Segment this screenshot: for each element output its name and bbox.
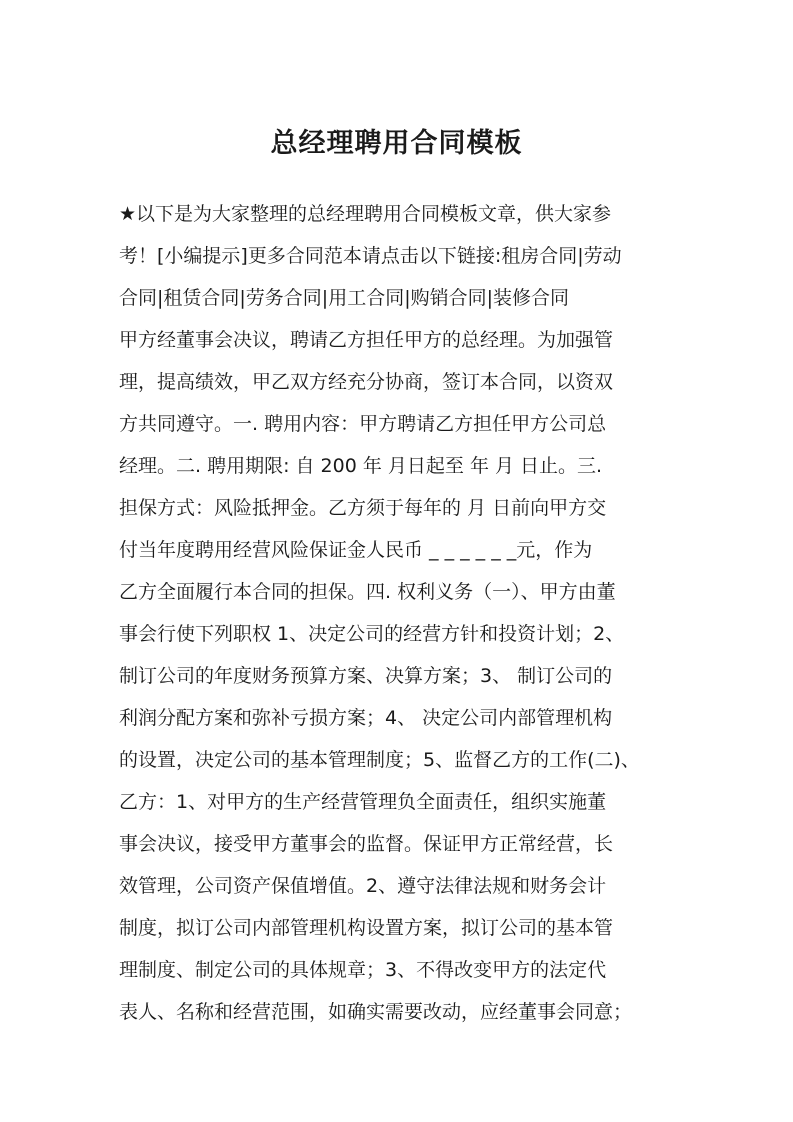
body-line: 合同|租赁合同|劳务合同|用工合同|购销合同|装修合同	[119, 287, 570, 309]
body-line: 甲方经董事会决议，聘请乙方担任甲方的总经理。为加强管	[119, 329, 614, 351]
body-line: 理，提高绩效，甲乙双方经充分协商，签订本合同，以资双	[119, 371, 614, 393]
body-line: 乙方全面履行本合同的担保。四. 权利义务（一）、甲方由董	[119, 581, 616, 603]
body-line: 效管理，公司资产保值增值。2、遵守法律法规和财务会计	[119, 875, 607, 897]
body-line: 考！[小编提示]更多合同范本请点击以下链接:租房合同|劳动	[119, 245, 622, 267]
body-line: 事会行使下列职权 1、决定公司的经营方针和投资计划；2、	[119, 623, 625, 645]
body-line: 付当年度聘用经营风险保证金人民币 _ _ _ _ _ _元，作为	[119, 539, 593, 561]
body-line: 制度，拟订公司内部管理机构设置方案，拟订公司的基本管	[119, 917, 614, 939]
body-line: 理制度、制定公司的具体规章；3、不得改变甲方的法定代	[119, 959, 607, 981]
body-line: 经理。二. 聘用期限: 自 200 年 月日起至 年 月 日止。三.	[119, 455, 603, 477]
body-line: ★以下是为大家整理的总经理聘用合同模板文章，供大家参	[119, 203, 612, 225]
body-line: 的设置，决定公司的基本管理制度；5、监督乙方的工作(二)、	[119, 749, 640, 771]
document-body	[119, 193, 675, 1033]
body-line: 乙方：1、对甲方的生产经营管理负全面责任，组织实施董	[119, 791, 607, 813]
body-line: 事会决议，接受甲方董事会的监督。保证甲方正常经营，长	[119, 833, 614, 855]
page-title: 总经理聘用合同模板	[270, 128, 523, 159]
body-line: 制订公司的年度财务预算方案、决算方案；3、 制订公司的	[119, 665, 613, 687]
body-line: 方共同遵守。一. 聘用内容：甲方聘请乙方担任甲方公司总	[119, 413, 607, 435]
body-line: 利润分配方案和弥补亏损方案；4、 决定公司内部管理机构	[119, 707, 613, 729]
body-line: 担保方式：风险抵押金。乙方须于每年的 月 日前向甲方交	[119, 497, 607, 519]
body-line: 表人、名称和经营范围，如确实需要改动，应经董事会同意；	[119, 1001, 633, 1023]
